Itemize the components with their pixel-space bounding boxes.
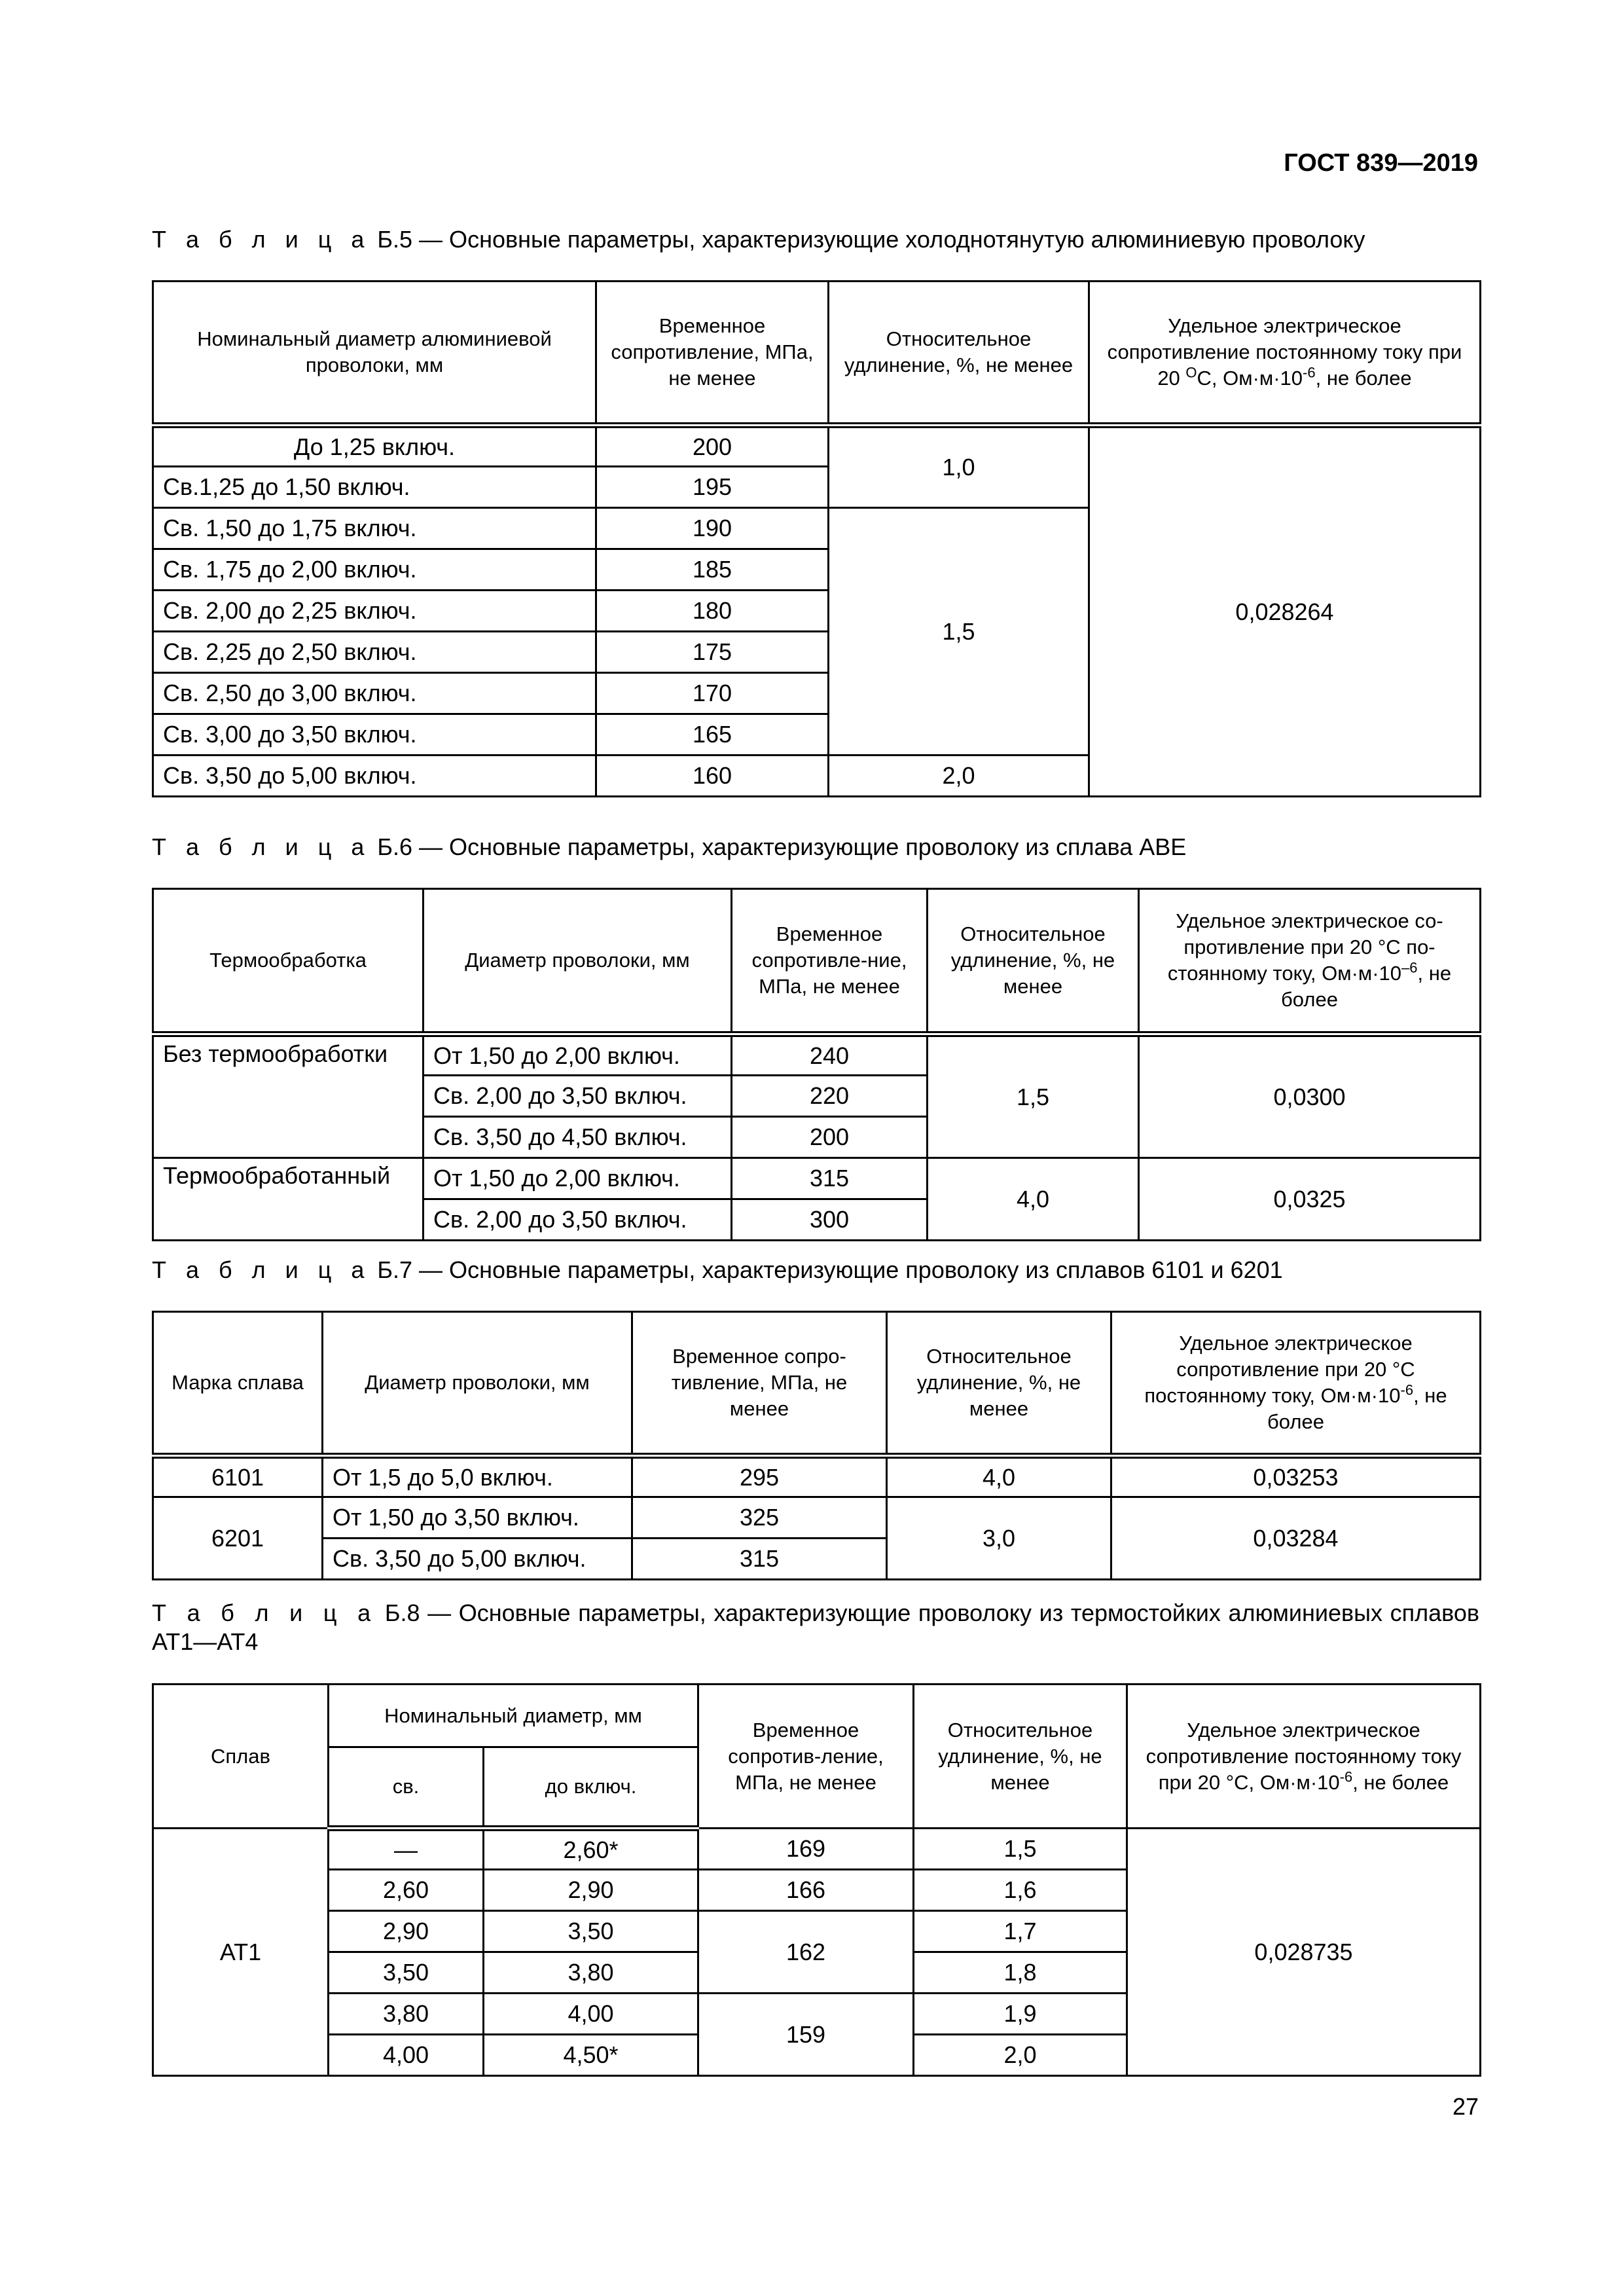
strength-cell: 200 xyxy=(596,426,829,467)
strength-cell: 165 xyxy=(596,714,829,756)
table-b8 xyxy=(152,1683,1481,2077)
table-row xyxy=(153,1034,1481,1076)
treatment-cell: Без термообработки xyxy=(153,1034,424,1158)
header-strength: Временное сопротивление, МПа, не менее xyxy=(596,282,829,426)
elongation-cell: 2,0 xyxy=(829,756,1089,797)
strength-cell: 195 xyxy=(596,467,829,508)
header-grade: Марка сплава xyxy=(153,1312,323,1456)
header-to: до включ. xyxy=(484,1747,698,1829)
strength-cell: 315 xyxy=(632,1539,887,1580)
table-header-row xyxy=(153,1685,1481,1747)
table-b5 xyxy=(152,280,1481,797)
elongation-cell: 1,8 xyxy=(914,1952,1127,1994)
diameter-cell: Св. 2,00 до 2,25 включ. xyxy=(153,591,596,632)
header-diameter: Номинальный диаметр алюминиевой проволоки, мм xyxy=(153,282,596,426)
from-cell: 3,50 xyxy=(329,1952,484,1994)
diameter-cell: От 1,50 до 2,00 включ. xyxy=(424,1158,732,1199)
elongation-cell: 1,9 xyxy=(914,1994,1127,2035)
header-resistivity: Удельное электрическое сопротивление при 20 °С постоянному току, $Ом\cdot м\cdot 10^{-6}$, не более xyxy=(1111,1312,1481,1456)
from-cell: 3,80 xyxy=(329,1994,484,2035)
treatment-cell: Термообработанный xyxy=(153,1158,424,1241)
from-cell: — xyxy=(329,1829,484,1870)
header-elongation: Относительное удлинение, %, не менее xyxy=(887,1312,1111,1456)
header-resistivity: Удельное электрическое сопротивление постоянному току при 20 $^О$С, $Ом\cdot м\cdot 10^{-6}$, не более xyxy=(1089,282,1481,426)
to-cell: 2,60* xyxy=(484,1829,698,1870)
header-diameter: Диаметр проволоки, мм xyxy=(424,889,732,1034)
grade-cell: 6201 xyxy=(153,1497,323,1580)
diameter-cell: Св. 3,50 до 5,00 включ. xyxy=(323,1539,632,1580)
elongation-cell: 1,7 xyxy=(914,1911,1127,1952)
elongation-cell: 2,0 xyxy=(914,2035,1127,2076)
resistivity-cell: 0,028264 xyxy=(1089,426,1481,797)
table-row xyxy=(153,1829,1481,1870)
to-cell: 4,00 xyxy=(484,1994,698,2035)
page-number: 27 xyxy=(1452,2093,1479,2120)
strength-cell: 159 xyxy=(698,1994,914,2076)
table-header-row xyxy=(153,282,1481,426)
header-from: св. xyxy=(329,1747,484,1829)
header-nominal-diameter: Номинальный диаметр, мм xyxy=(329,1685,698,1747)
to-cell: 3,80 xyxy=(484,1952,698,1994)
caption-text: Б.8 — Основные параметры, характеризующие проволоку из термостойких алюминиевых сплавов АТ1—АТ4 xyxy=(152,1599,1479,1655)
table-b5-caption xyxy=(152,225,1479,254)
table-row xyxy=(153,1456,1481,1497)
strength-cell: 162 xyxy=(698,1911,914,1994)
table-row xyxy=(153,1497,1481,1539)
header-elongation: Относительное удлинение, %, не менее xyxy=(829,282,1089,426)
diameter-cell: От 1,50 до 3,50 включ. xyxy=(323,1497,632,1539)
table-label: Т а б л и ц а xyxy=(152,833,371,860)
diameter-cell: Св. 2,50 до 3,00 включ. xyxy=(153,673,596,714)
header-resistivity: Удельное электрическое со-противление при 20 °С по-стоянному току, $Ом\cdot м\cdot 10^{-6}$, не более xyxy=(1139,889,1481,1034)
strength-cell: 166 xyxy=(698,1870,914,1911)
table-b6-caption xyxy=(152,833,1479,862)
caption-text: Б.6 — Основные параметры, характеризующие проволоку из сплава АВЕ xyxy=(370,833,1187,860)
elongation-cell: 1,5 xyxy=(914,1829,1127,1870)
table-row xyxy=(153,1158,1481,1199)
header-treatment: Термообработка xyxy=(153,889,424,1034)
diameter-cell: Св. 1,50 до 1,75 включ. xyxy=(153,508,596,549)
diameter-cell: Св. 2,25 до 2,50 включ. xyxy=(153,632,596,673)
header-strength: Временное сопротивле-ние, МПа, не менее xyxy=(732,889,928,1034)
diameter-cell: Св. 3,00 до 3,50 включ. xyxy=(153,714,596,756)
elongation-cell: 3,0 xyxy=(887,1497,1111,1580)
resistivity-cell: 0,0325 xyxy=(1139,1158,1481,1241)
table-label: Т а б л и ц а xyxy=(152,1599,378,1626)
strength-cell: 185 xyxy=(596,549,829,591)
strength-cell: 300 xyxy=(732,1199,928,1241)
grade-cell: 6101 xyxy=(153,1456,323,1497)
table-header-row xyxy=(153,1312,1481,1456)
strength-cell: 169 xyxy=(698,1829,914,1870)
table-label: Т а б л и ц а xyxy=(152,1256,371,1283)
header-alloy: Сплав xyxy=(153,1685,329,1829)
strength-cell: 240 xyxy=(732,1034,928,1076)
strength-cell: 190 xyxy=(596,508,829,549)
strength-cell: 160 xyxy=(596,756,829,797)
strength-cell: 295 xyxy=(632,1456,887,1497)
diameter-cell: Св. 1,75 до 2,00 включ. xyxy=(153,549,596,591)
strength-cell: 170 xyxy=(596,673,829,714)
to-cell: 4,50* xyxy=(484,2035,698,2076)
diameter-cell: От 1,50 до 2,00 включ. xyxy=(424,1034,732,1076)
table-b7 xyxy=(152,1311,1481,1580)
resistivity-cell: 0,028735 xyxy=(1127,1829,1481,2076)
header-diameter: Диаметр проволоки, мм xyxy=(323,1312,632,1456)
diameter-cell: Св. 3,50 до 5,00 включ. xyxy=(153,756,596,797)
table-label: Т а б л и ц а xyxy=(152,226,371,253)
header-elongation: Относительное удлинение, %, не менее xyxy=(928,889,1139,1034)
resistivity-cell: 0,03253 xyxy=(1111,1456,1481,1497)
header-resistivity: Удельное электрическое сопротивление постоянному току при 20 °С, $Ом\cdot м\cdot 10^{-6}$, не более xyxy=(1127,1685,1481,1829)
from-cell: 2,60 xyxy=(329,1870,484,1911)
strength-cell: 325 xyxy=(632,1497,887,1539)
alloy-cell: АТ1 xyxy=(153,1829,329,2076)
strength-cell: 315 xyxy=(732,1158,928,1199)
table-b8-caption xyxy=(152,1599,1479,1656)
resistivity-cell: 0,0300 xyxy=(1139,1034,1481,1158)
table-b7-caption xyxy=(152,1256,1479,1285)
from-cell: 2,90 xyxy=(329,1911,484,1952)
elongation-cell: 1,5 xyxy=(928,1034,1139,1158)
strength-cell: 220 xyxy=(732,1076,928,1117)
table-row xyxy=(153,426,1481,467)
diameter-cell: Св.1,25 до 1,50 включ. xyxy=(153,467,596,508)
caption-text: Б.5 — Основные параметры, характеризующие холоднотянутую алюминиевую проволоку xyxy=(370,226,1365,253)
header-elongation: Относительное удлинение, %, не менее xyxy=(914,1685,1127,1829)
to-cell: 2,90 xyxy=(484,1870,698,1911)
table-b6 xyxy=(152,888,1481,1241)
document-code: ГОСТ 839—2019 xyxy=(1284,149,1478,177)
elongation-cell: 4,0 xyxy=(887,1456,1111,1497)
elongation-cell: 4,0 xyxy=(928,1158,1139,1241)
diameter-cell: Св. 2,00 до 3,50 включ. xyxy=(424,1199,732,1241)
to-cell: 3,50 xyxy=(484,1911,698,1952)
strength-cell: 175 xyxy=(596,632,829,673)
strength-cell: 180 xyxy=(596,591,829,632)
diameter-cell: До 1,25 включ. xyxy=(153,426,596,467)
diameter-cell: Св. 2,00 до 3,50 включ. xyxy=(424,1076,732,1117)
elongation-cell: 1,0 xyxy=(829,426,1089,508)
strength-cell: 200 xyxy=(732,1117,928,1158)
from-cell: 4,00 xyxy=(329,2035,484,2076)
table-header-row xyxy=(153,889,1481,1034)
elongation-cell: 1,5 xyxy=(829,508,1089,756)
diameter-cell: Св. 3,50 до 4,50 включ. xyxy=(424,1117,732,1158)
resistivity-cell: 0,03284 xyxy=(1111,1497,1481,1580)
header-strength: Временное сопро-тивление, МПа, не менее xyxy=(632,1312,887,1456)
diameter-cell: От 1,5 до 5,0 включ. xyxy=(323,1456,632,1497)
elongation-cell: 1,6 xyxy=(914,1870,1127,1911)
caption-text: Б.7 — Основные параметры, характеризующие проволоку из сплавов 6101 и 6201 xyxy=(370,1256,1283,1283)
header-strength: Временное сопротив-ление, МПа, не менее xyxy=(698,1685,914,1829)
